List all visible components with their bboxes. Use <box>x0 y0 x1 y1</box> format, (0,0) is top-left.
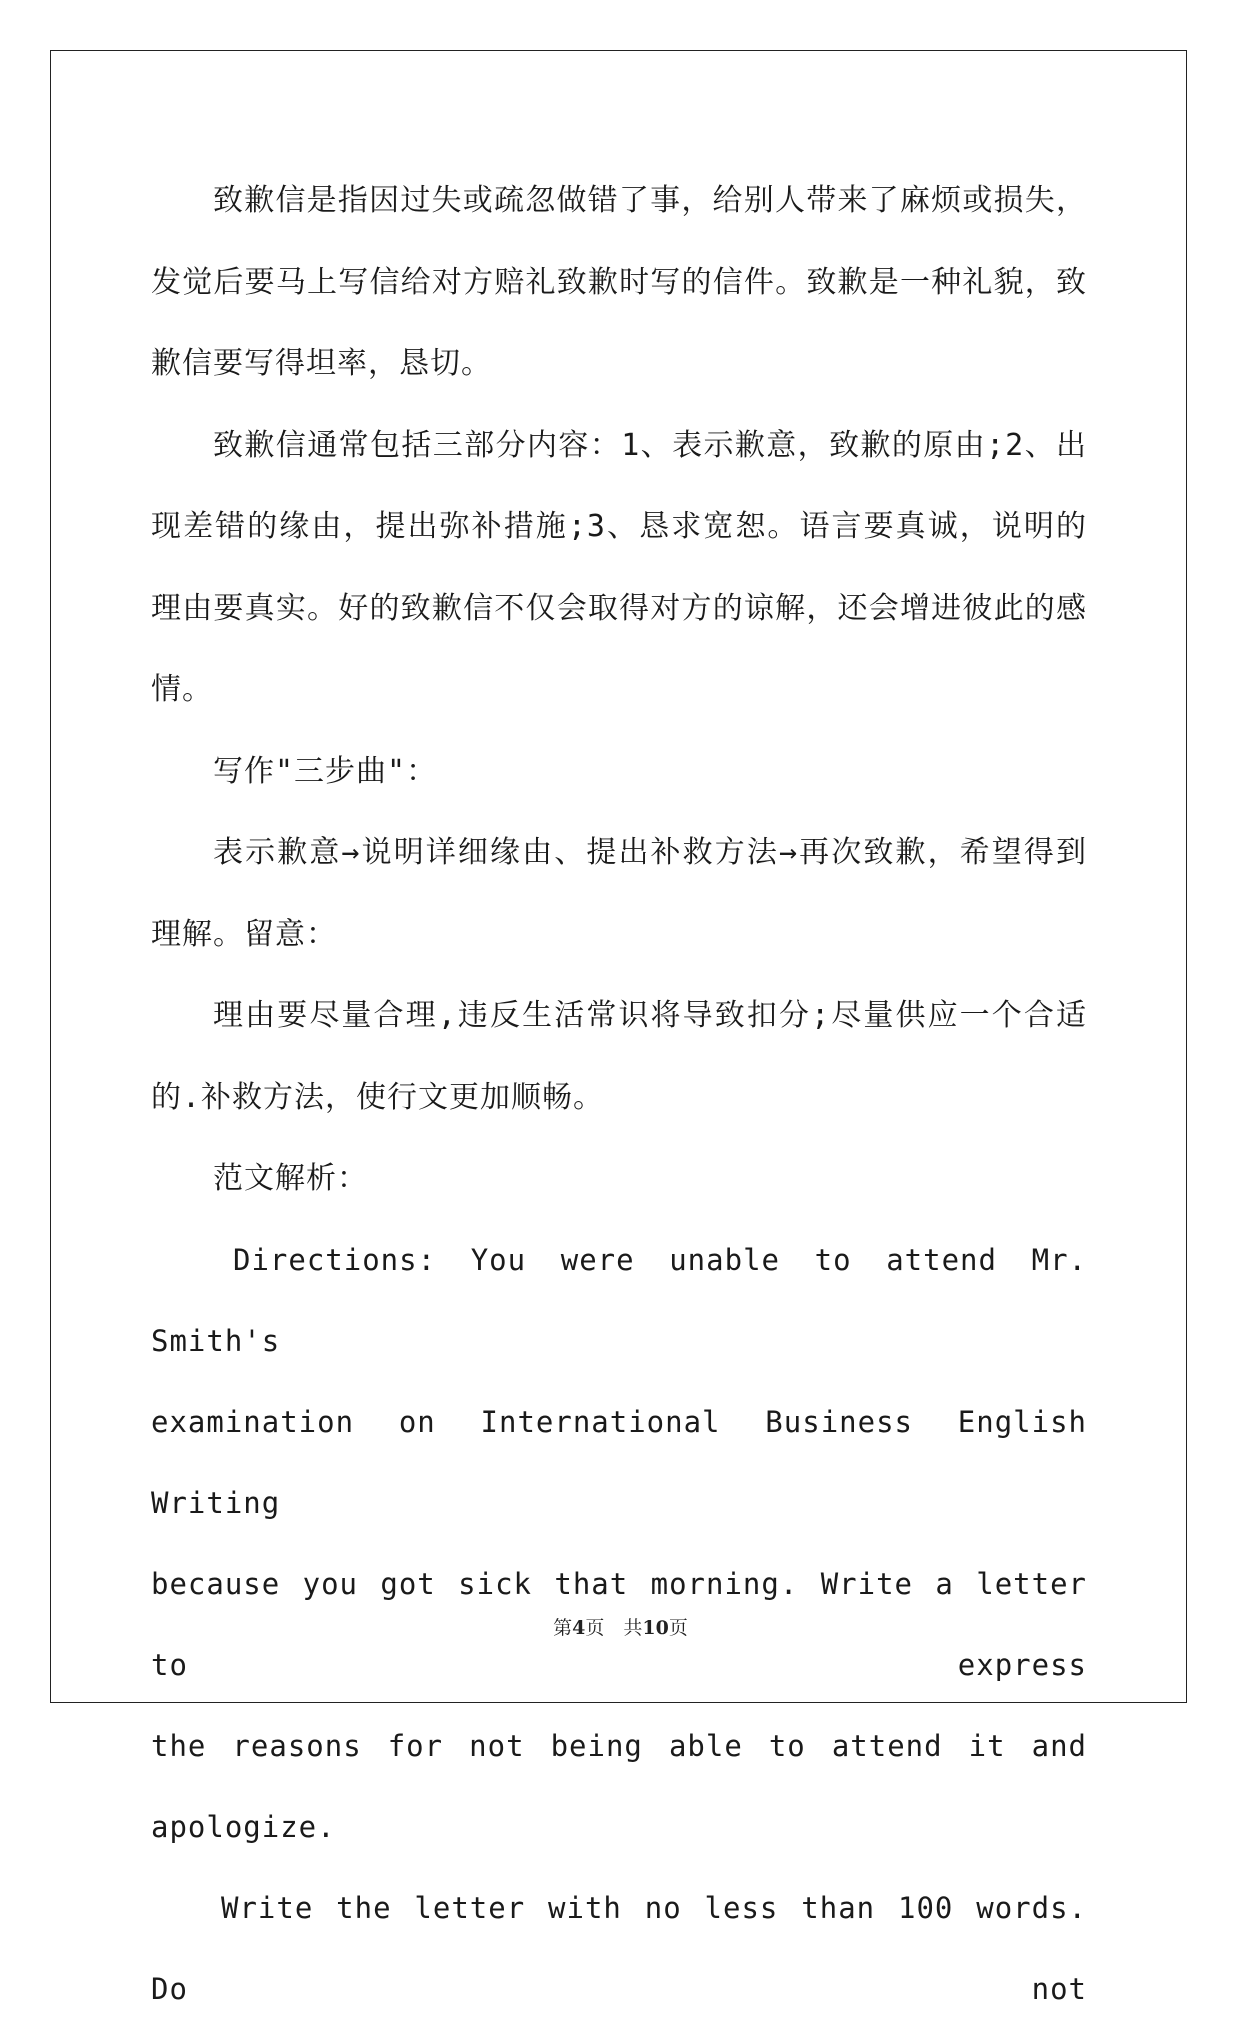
directions-block <box>151 1220 1087 1868</box>
footer-prefix: 第 <box>553 1617 573 1639</box>
paragraph-three-steps-title: 写作"三步曲"： <box>213 753 438 789</box>
paragraph-reasons: 理由要尽量合理,违反生活常识将导致扣分;尽量供应一个合适的.补救方法，使行文更加顺畅。 <box>151 998 1087 1115</box>
document-body <box>151 160 1087 2030</box>
footer-total-pages: 10 <box>642 1617 669 1639</box>
footer-page-number: 4 <box>572 1617 586 1639</box>
directions-line: because you got sick that morning. Write a letter to express <box>151 1566 1087 1682</box>
paragraph-sample-analysis: 范文解析： <box>213 1161 368 1196</box>
footer-mid: 页 共 <box>585 1617 643 1639</box>
paragraph-definition: 致歉信是指因过失或疏忽做错了事，给别人带来了麻烦或损失，发觉后要马上写信给对方赔礼致歉时写的信件。致歉是一种礼貌，致歉信要写得坦率，恳切。 <box>151 183 1087 381</box>
directions-line: the reasons for not being able to attend it and apologize. <box>151 1728 1087 1844</box>
footer-suffix: 页 <box>668 1617 688 1639</box>
directions-line: examination on International Business English Writing <box>151 1404 1087 1520</box>
directions-line: Directions: You were unable to attend Mr. Smith's <box>151 1242 1087 1358</box>
paragraph-contents: 致歉信通常包括三部分内容：1、表示歉意，致歉的原由;2、出现差错的缘由，提出弥补措施;3、恳求宽恕。语言要真诚，说明的理由要真实。好的致歉信不仅会取得对方的谅解，还会增进彼此的感情。 <box>151 427 1087 707</box>
paragraph-three-steps: 表示歉意→说明详细缘由、提出补救方法→再次致歉，希望得到理解。留意： <box>151 835 1087 952</box>
word-count-instruction: Write the letter with no less than 100 words. Do not <box>151 1890 1087 2006</box>
page-footer <box>0 1613 1241 1640</box>
